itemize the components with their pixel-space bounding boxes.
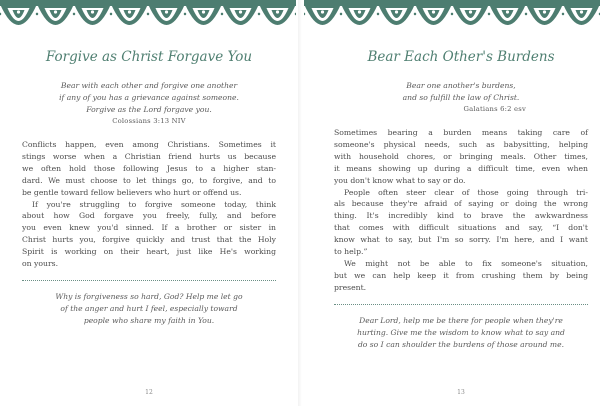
body-line: thing. It's incredibly kind to brave the awkwardness xyxy=(334,211,588,221)
prayer xyxy=(334,315,588,351)
body-line: on yours. xyxy=(22,259,59,269)
border-motif xyxy=(525,4,564,25)
border-motif xyxy=(221,4,260,25)
border-motif xyxy=(295,4,296,25)
body-line: be gentle toward fellow believers who hurt or offend us. xyxy=(22,187,242,197)
border-motif xyxy=(0,4,38,25)
border-motif xyxy=(562,4,600,25)
body-line: stings worse when a Christian friend hurts us because xyxy=(22,151,276,161)
border-motif xyxy=(451,4,490,25)
body-line: know what to say, but I'm so sorry. I'm here, and I want xyxy=(334,235,588,245)
border-motif xyxy=(110,4,149,25)
devotion-body xyxy=(22,139,276,270)
border-motif xyxy=(304,4,342,25)
body-line: that comes with difficult situations and say, “I don't xyxy=(334,223,588,233)
devotion-title: Forgive as Christ Forgave You xyxy=(45,49,253,65)
dotted-divider xyxy=(334,304,588,305)
prayer-line: Dear Lord, help me be there for people when they're xyxy=(359,315,563,325)
dotted-divider xyxy=(22,280,276,281)
body-line: we often hold those following Jesus to a higher stan- xyxy=(22,163,276,173)
decorative-border-left xyxy=(0,0,296,36)
border-motif xyxy=(340,4,379,25)
prayer-line: do so I can shoulder the burdens of those around me. xyxy=(357,339,565,349)
body-line: als because they're afraid of saying or doing the wrong xyxy=(334,199,588,209)
border-motif xyxy=(147,4,186,25)
body-line: Spirit is working on their heart, just like He's working xyxy=(22,247,276,257)
page-gutter xyxy=(298,0,302,406)
scripture-line: if any of you has a grievance against someone. xyxy=(59,93,239,102)
prayer xyxy=(22,291,276,327)
border-motif xyxy=(36,4,75,25)
scripture-quote xyxy=(22,80,276,116)
body-line: dard. We must choose to let things go, to forgive, and to xyxy=(22,175,276,185)
border-motif xyxy=(258,4,296,25)
right-page xyxy=(334,36,588,406)
body-line: you even knew you'd sinned. If a brother or sister in xyxy=(22,223,276,233)
border-motif xyxy=(488,4,527,25)
body-line: Conflicts happen, even among Christians. Sometimes it xyxy=(22,140,276,149)
scripture-line: Forgive as the Lord forgave you. xyxy=(86,105,212,114)
body-line: you don't know what to say or do. xyxy=(334,175,466,185)
border-motif xyxy=(184,4,223,25)
left-page xyxy=(22,36,276,406)
border-motif xyxy=(73,4,112,25)
body-line: someone's physical needs, such as babysitting, helping xyxy=(334,139,588,149)
body-line: Sometimes bearing a burden means taking care of xyxy=(334,128,588,137)
prayer-line: hurting. Give me the wisdom to know what to say and xyxy=(357,327,565,337)
prayer-line: of the anger and hurt I feel, especially toward xyxy=(60,303,238,313)
scripture-line: Bear with each other and forgive one another xyxy=(60,81,238,90)
border-motif xyxy=(377,4,416,25)
body-line: to help.” xyxy=(334,247,368,257)
body-line: Christ hurts you, forgive quickly and trust that the Holy xyxy=(22,235,276,245)
scripture-line: Bear one another's burdens, xyxy=(406,81,516,90)
body-line: it means showing up during a difficult time, even when xyxy=(334,163,588,173)
body-line: present. xyxy=(334,282,367,292)
body-line: about how God forgave you freely, fully, and before xyxy=(22,211,276,221)
page-number: 13 xyxy=(457,389,465,396)
scripture-line: and so fulfill the law of Christ. xyxy=(402,93,520,102)
scripture-reference: Colossians 3:13 NIV xyxy=(112,117,186,125)
border-motif xyxy=(414,4,453,25)
prayer-line: people who share my faith in You. xyxy=(83,315,215,325)
body-line: but we can help keep it from crushing them by being xyxy=(334,270,588,280)
body-line: with household chores, or bringing meals. Other times, xyxy=(334,151,588,161)
body-line: If you're struggling to forgive someone today, think xyxy=(32,199,276,209)
prayer-line: Why is forgiveness so hard, God? Help me let go xyxy=(55,291,243,301)
page-number: 12 xyxy=(145,389,153,396)
scripture-reference: Galatians 6:2 esv xyxy=(463,105,526,113)
devotion-body xyxy=(334,127,588,294)
devotion-title: Bear Each Other's Burdens xyxy=(367,49,555,65)
decorative-border-right xyxy=(304,0,600,36)
scripture-quote xyxy=(334,80,588,104)
body-line: People often steer clear of those going through tri- xyxy=(344,187,588,197)
body-line: We might not be able to fix someone's situation, xyxy=(344,258,588,268)
